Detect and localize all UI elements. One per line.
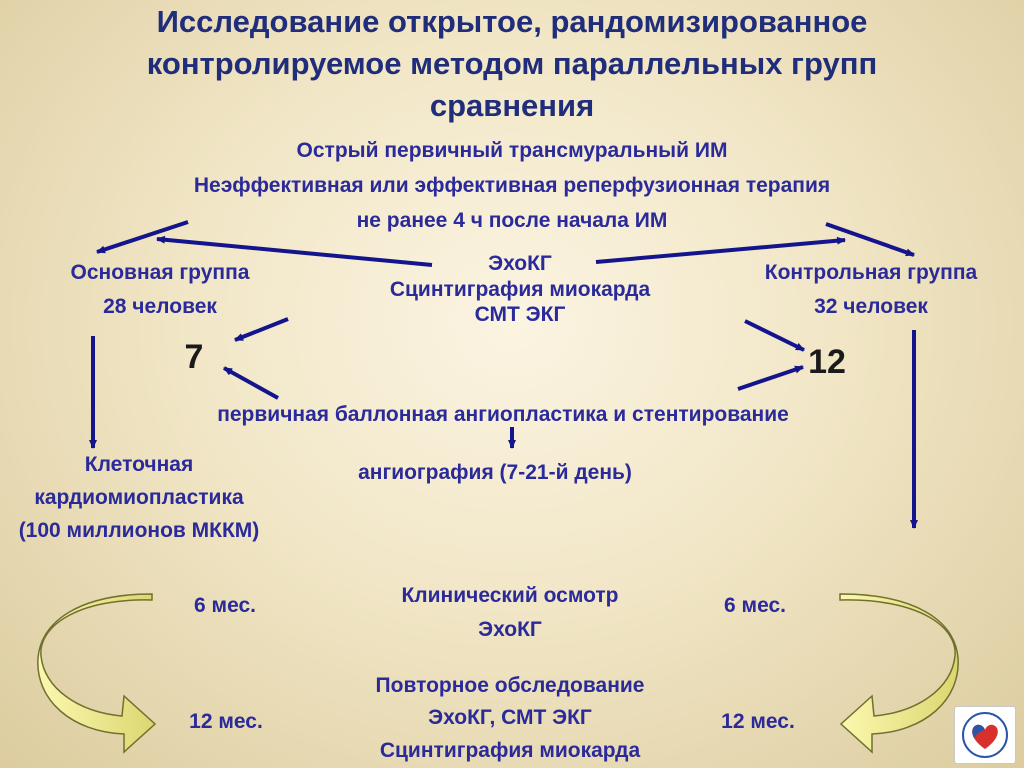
methods-line-3: СМТ ЭКГ	[474, 303, 566, 326]
title-line-2: контролируемое методом параллельных групп	[146, 46, 878, 81]
methods-line-1: ЭхоКГ	[488, 252, 552, 275]
title-line-3: сравнения	[429, 88, 595, 123]
arrow-pci-to-12	[738, 367, 803, 389]
curved-arrow-left	[38, 594, 155, 752]
criteria-line-3: не ранее 4 ч после начала ИМ	[356, 209, 668, 232]
exam-6-line-1: Клинический осмотр	[401, 584, 619, 607]
methods-line-2: Сцинтиграфия миокарда	[389, 278, 651, 301]
therapy-line-1: Клеточная	[84, 453, 194, 476]
control-group-count: 32 человек	[814, 295, 928, 318]
arrow-control-to-12	[745, 321, 804, 350]
therapy-line-3: (100 миллионов МККМ)	[18, 519, 260, 542]
main-group-label: Основная группа	[70, 261, 250, 284]
control-group-label: Контрольная группа	[764, 261, 978, 284]
main-group-count: 28 человек	[103, 295, 217, 318]
arrow-main-to-7	[235, 319, 288, 340]
exam-6-line-2: ЭхоКГ	[478, 618, 542, 641]
arrow-pci-to-7	[224, 368, 278, 398]
followup-right-6-months: 6 мес.	[724, 594, 786, 617]
followup-left-6-months: 6 мес.	[194, 594, 256, 617]
followup-right-12-months: 12 мес.	[721, 710, 795, 733]
criteria-line-1: Острый первичный трансмуральный ИМ	[296, 139, 728, 162]
exam-12-line-3: Сцинтиграфия миокарда	[379, 739, 641, 762]
exam-12-line-1: Повторное обследование	[375, 674, 645, 697]
control-subgroup-count: 12	[808, 343, 846, 381]
title-line-1: Исследование открытое, рандомизированное	[156, 4, 868, 39]
therapy-line-2: кардиомиопластика	[34, 486, 244, 509]
main-subgroup-count: 7	[184, 338, 204, 376]
heart-logo-icon	[954, 706, 1016, 764]
followup-left-12-months: 12 мес.	[189, 710, 263, 733]
curved-arrow-right	[840, 594, 958, 752]
angiography-label: ангиография (7-21-й день)	[358, 461, 632, 484]
exam-12-line-2: ЭхоКГ, СМТ ЭКГ	[428, 706, 592, 729]
criteria-line-2: Неэффективная или эффективная реперфузионная терапия	[193, 174, 831, 197]
pci-label: первичная баллонная ангиопластика и стентирование	[217, 403, 789, 426]
